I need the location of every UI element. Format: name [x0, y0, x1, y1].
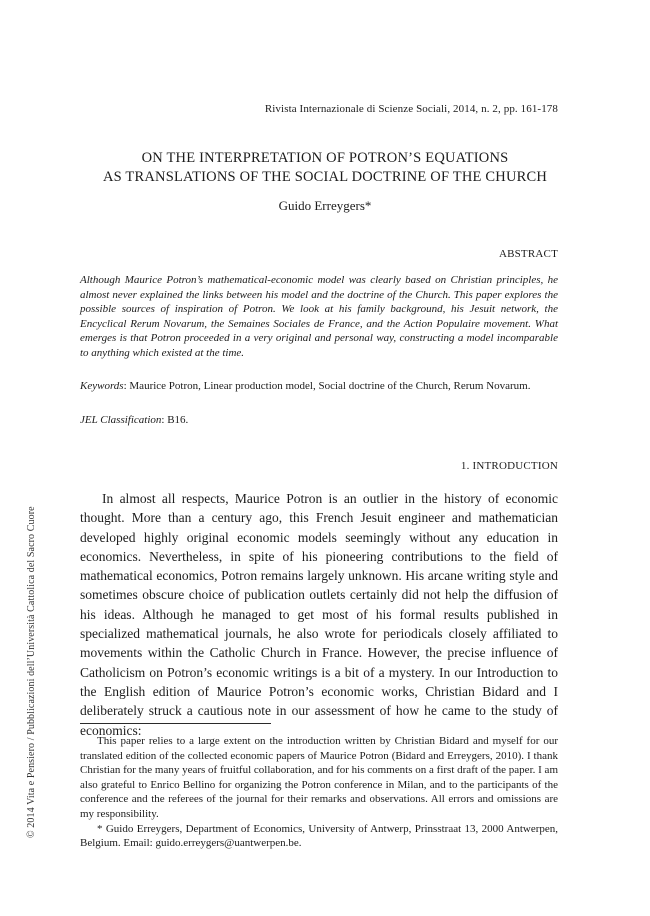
- copyright-notice: © 2014 Vita e Pensiero / Pubblicazioni dell’Università Cattolica del Sacro Cuore: [26, 506, 37, 838]
- paper-title-line-1: ON THE INTERPRETATION OF POTRON’S EQUATIONS: [141, 150, 509, 166]
- footnote-acknowledgements: This paper relies to a large extent on the introduction written by Christian Bidard and myself for our translated edition of the collected economic papers of Maurice Potron (Bidard and Erreygers, 2010). I thank Christian for the many years of fruitful collaboration, and for his comments on a first draft of the paper. I am also grateful to Enrico Bellino for organizing the Potron conference in Milan, and to the participants of the conference and the referees of the journal for their remarks and observations. All errors and omissions are my responsibility.: [80, 735, 558, 820]
- keywords-label: Keywords: [80, 380, 124, 392]
- body-paragraph: In almost all respects, Maurice Potron is an outlier in the history of economic thought. More than a century ago, this French Jesuit engineer and mathematician developed highly original economic models seemingly without any education in economics. Nevertheless, in spite of his pioneering contributions to the field of mathematical economics, Potron remains largely unknown. His arcane writing style and sometimes obscure choice of publication outlets certainly did not help the diffusion of his ideas. Although he managed to get most of his formal results published in specialized mathematical journals, he also wrote for periodicals closely affiliated to movements within the Catholic Church in France. However, the precise influence of Catholicism on Potron’s economic writings is a bit of a mystery. In our Introduction to the English edition of Maurice Potron’s economic works, Christian Bidard and I deliberately struck a cautious note in our assessment of how he came to the study of economics:: [80, 491, 558, 738]
- paper-title-line-2: AS TRANSLATIONS OF THE SOCIAL DOCTRINE OF THE CHURCH: [102, 169, 548, 185]
- abstract-text: Although Maurice Potron’s mathematical-economic model was clearly based on Christian principles, he almost never explained the links between his model and the doctrine of the Church. This paper explores the possible sources of inspiration of Potron. We look at his family background, his Jesuit network, the Encyclical Rerum Novarum, the Semaines Sociales de France, and the Action Populaire movement. What emerges is that Potron proceeded in a very original and personal way, constructing a model incomparable to anything which existed at the time.: [80, 274, 558, 359]
- footnote-divider: [80, 723, 271, 724]
- journal-citation: Rivista Internazionale di Scienze Sociali, 2014, n. 2, pp. 161-178: [264, 103, 558, 115]
- abstract-heading: ABSTRACT: [498, 248, 558, 260]
- footnotes: [80, 734, 558, 851]
- body-text: [80, 489, 558, 740]
- keywords: [80, 379, 558, 394]
- jel-classification: [80, 414, 188, 426]
- paper-title: [0, 149, 650, 187]
- jel-value: : B16.: [161, 414, 189, 426]
- footnote-author-affiliation: * Guido Erreygers, Department of Economics, University of Antwerp, Prinsstraat 13, 2000 Antwerpen, Belgium. Email: guido.erreygers@uantwerpen.be.: [80, 822, 558, 850]
- jel-label: JEL Classification: [80, 414, 162, 426]
- keywords-value: : Maurice Potron, Linear production model, Social doctrine of the Church, Rerum Novarum.: [123, 380, 531, 392]
- author-name: Guido Erreygers*: [278, 198, 372, 213]
- section-heading: 1. INTRODUCTION: [460, 460, 558, 472]
